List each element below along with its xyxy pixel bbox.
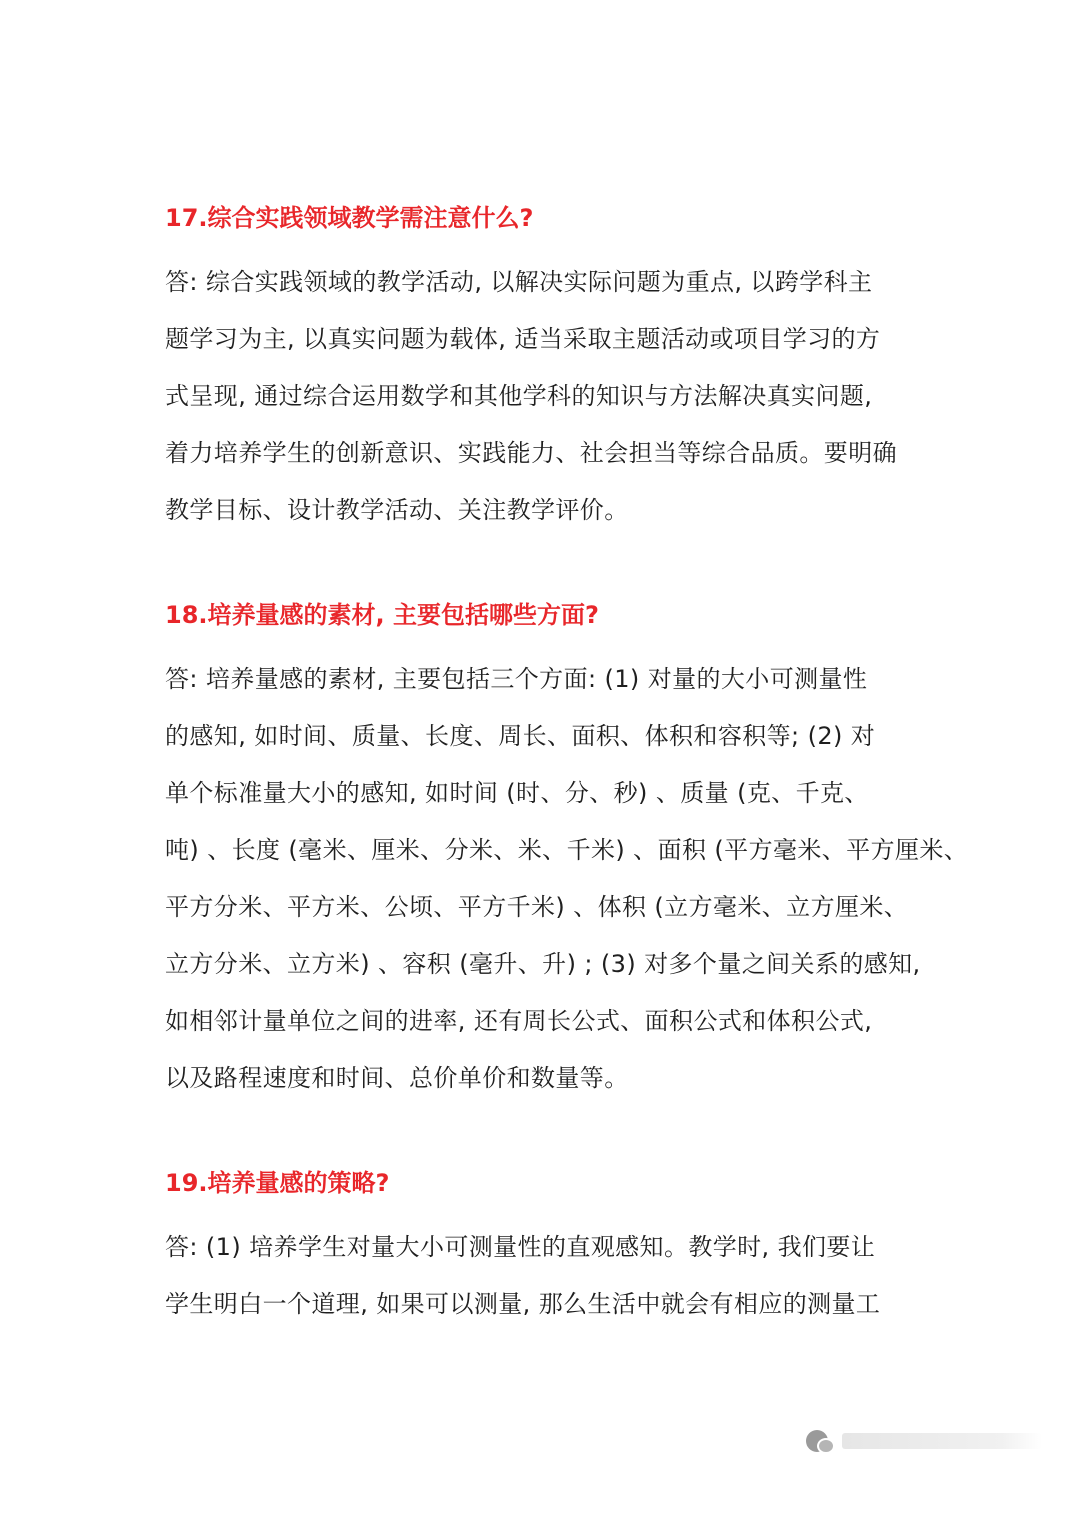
text-line: 答: (1) 培养学生对量大小可测量性的直观感知。教学时, 我们要让 [165, 1233, 876, 1261]
text-line: 的感知, 如时间、质量、长度、周长、面积、体积和容积等; (2) 对 [165, 722, 876, 750]
text-line: 着力培养学生的创新意识、实践能力、社会担当等综合品质。要明确 [165, 439, 897, 467]
question-heading: 17.综合实践领域教学需注意什么? [165, 204, 534, 232]
text-line: 立方分米、立方米) 、容积 (毫升、升) ; (3) 对多个量之间关系的感知, [165, 950, 921, 978]
text-line: 学生明白一个道理, 如果可以测量, 那么生活中就会有相应的测量工 [165, 1290, 881, 1318]
text-line: 单个标准量大小的感知, 如时间 (时、分、秒) 、质量 (克、千克、 [165, 779, 869, 807]
text-line: 教学目标、设计教学活动、关注教学评价。 [165, 496, 629, 524]
chat-bubbles-icon [806, 1430, 828, 1452]
text-line: 平方分米、平方米、公顷、平方千米) 、体积 (立方毫米、立方厘米、 [165, 893, 909, 921]
question-17 [165, 198, 945, 539]
text-line: 吨) 、长度 (毫米、厘米、分米、米、千米) 、面积 (平方毫米、平方厘米、 [165, 836, 969, 864]
question-18 [165, 595, 969, 1107]
text-line: 答: 综合实践领域的教学活动, 以解决实际问题为重点, 以跨学科主 [165, 268, 873, 296]
text-line: 以及路程速度和时间、总价单价和数量等。 [165, 1064, 629, 1092]
watermark [806, 1425, 1046, 1457]
answer-text [165, 1219, 945, 1333]
text-line: 答: 培养量感的素材, 主要包括三个方面: (1) 对量的大小可测量性 [165, 665, 868, 693]
answer-text [165, 651, 969, 1107]
question-heading: 18.培养量感的素材, 主要包括哪些方面? [165, 601, 599, 629]
watermark-text-blur [842, 1433, 1042, 1449]
question-19 [165, 1163, 945, 1333]
text-line: 题学习为主, 以真实问题为载体, 适当采取主题活动或项目学习的方 [165, 325, 881, 353]
answer-text [165, 254, 945, 539]
question-heading: 19.培养量感的策略? [165, 1169, 390, 1197]
text-line: 式呈现, 通过综合运用数学和其他学科的知识与方法解决真实问题, [165, 382, 873, 410]
text-line: 如相邻计量单位之间的进率, 还有周长公式、面积公式和体积公式, [165, 1007, 873, 1035]
